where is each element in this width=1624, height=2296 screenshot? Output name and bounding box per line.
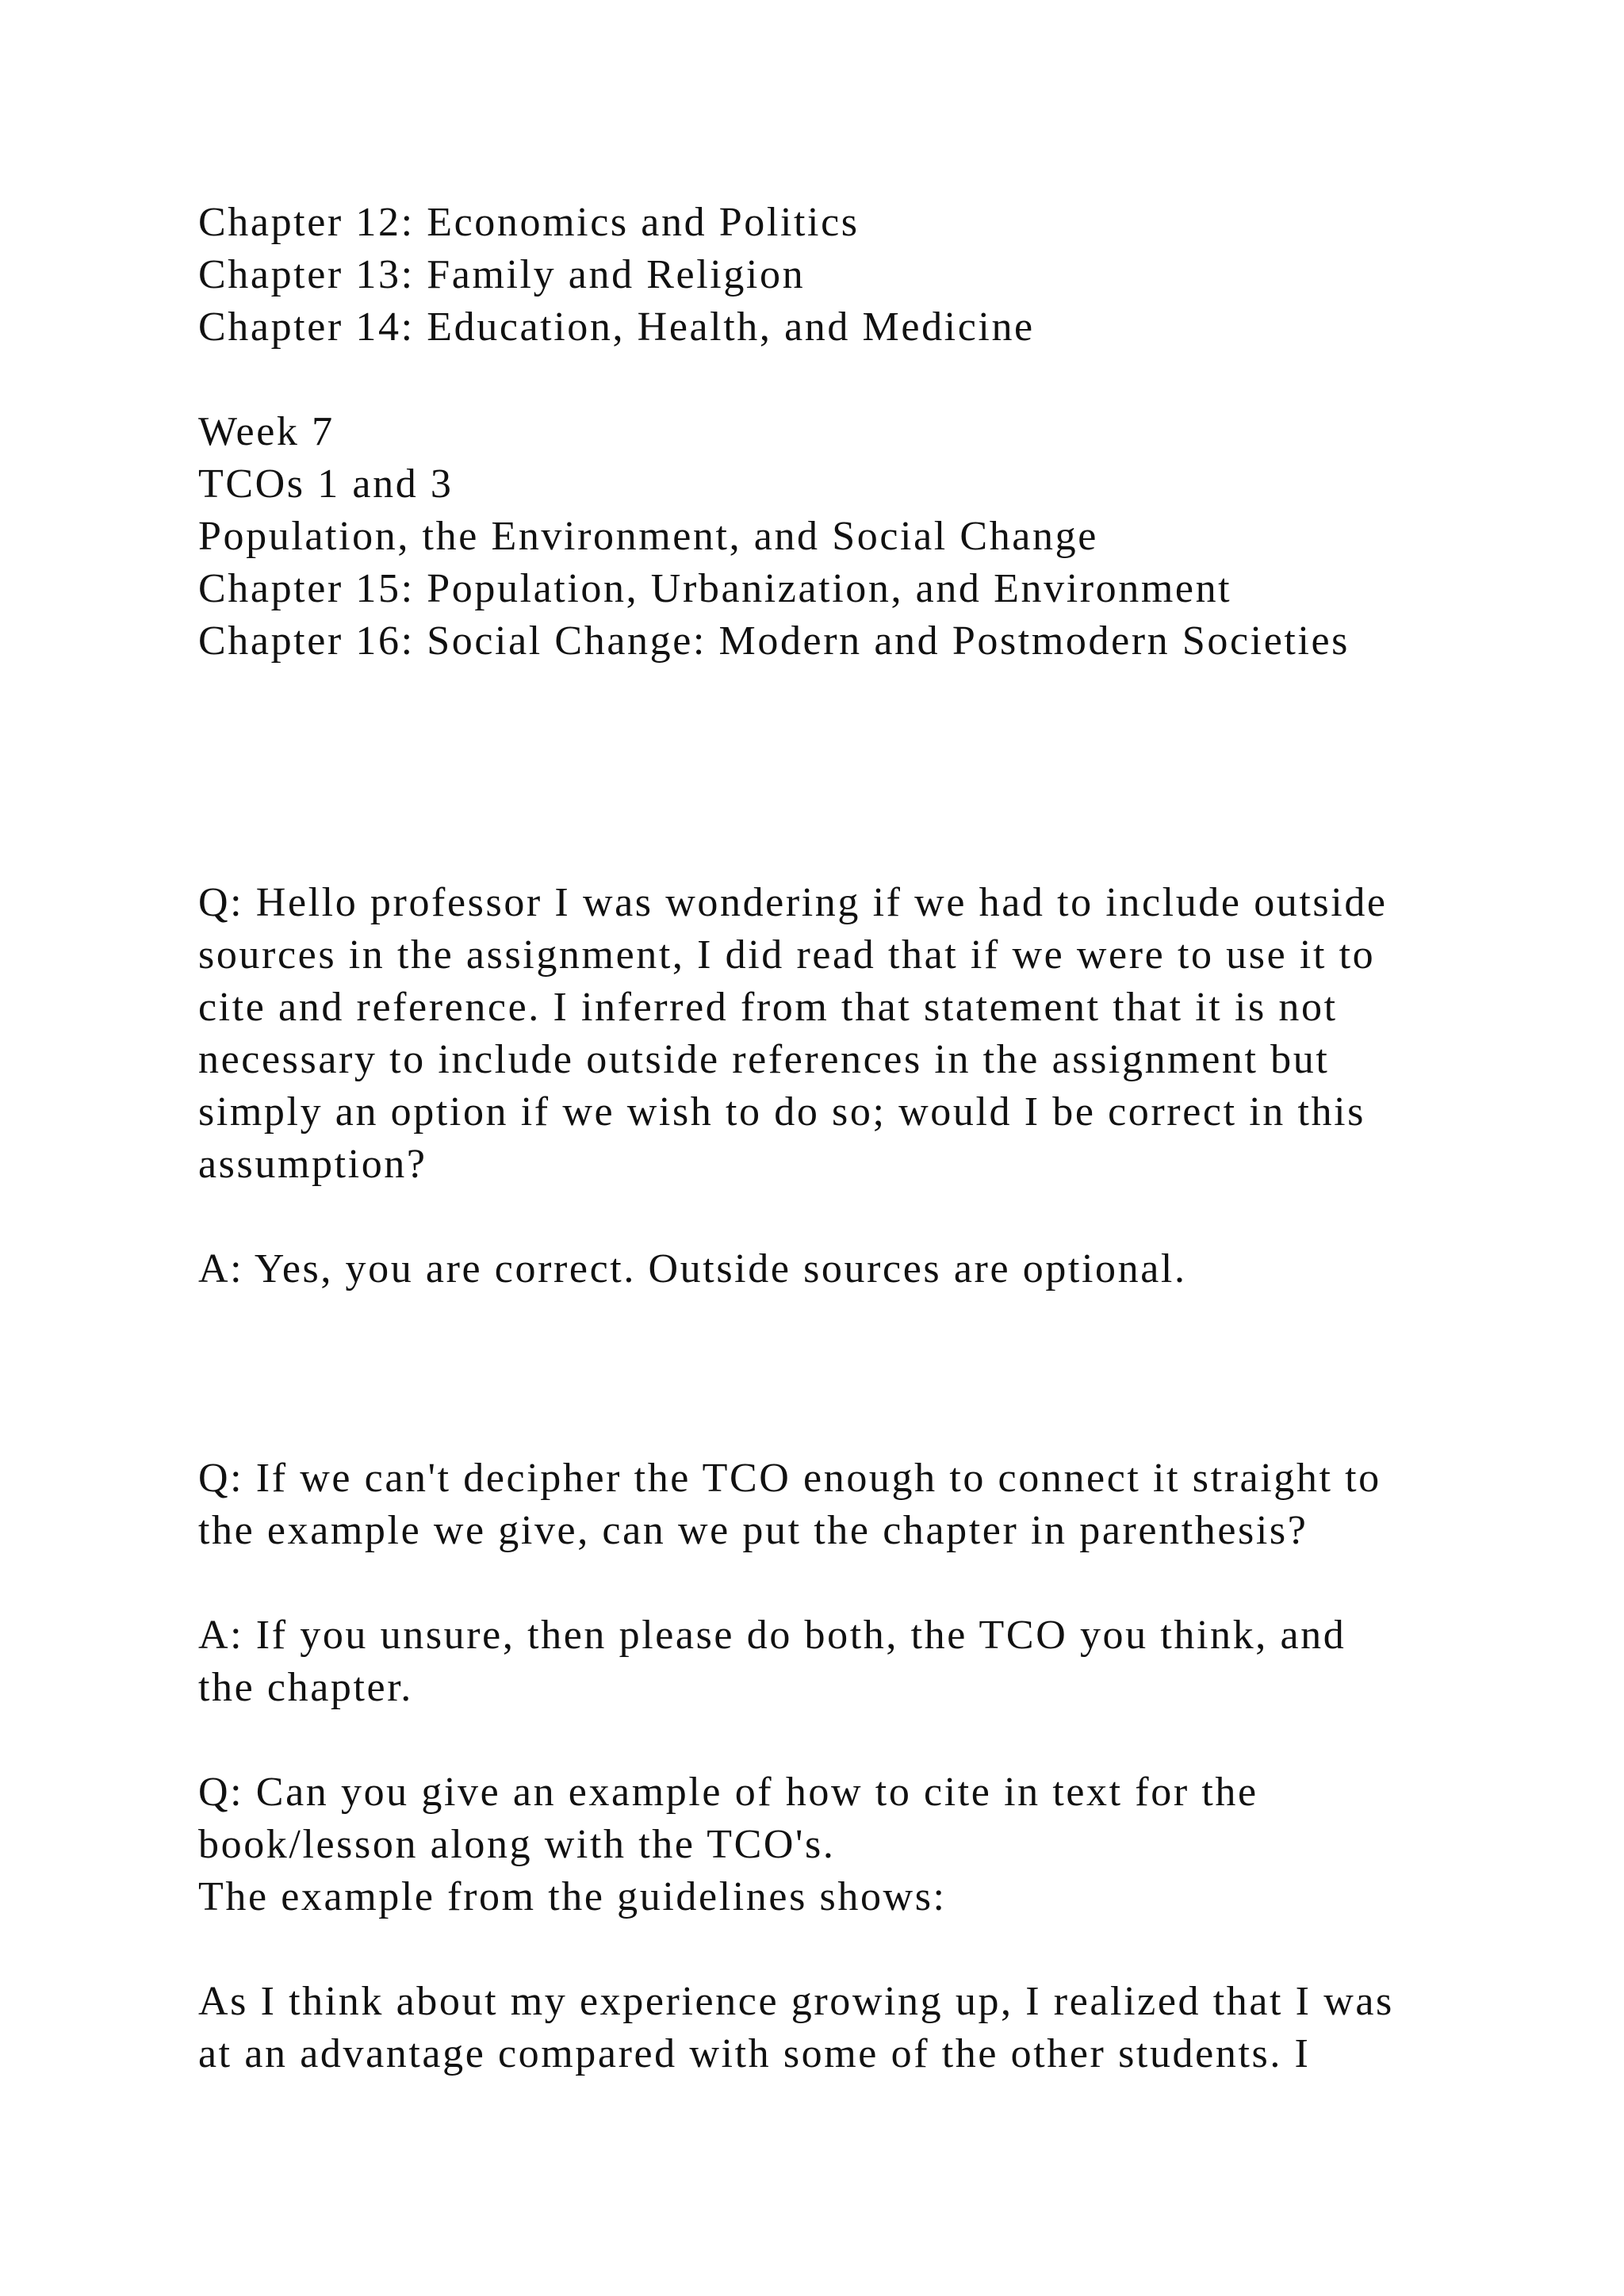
- question-3-line: book/lesson along with the TCO's.: [198, 1822, 836, 1867]
- answer-2-line: the chapter.: [198, 1665, 413, 1710]
- week-7-tcos: TCOs 1 and 3: [198, 461, 454, 507]
- chapter-13-line: Chapter 13: Family and Religion: [198, 252, 806, 297]
- chapter-14-line: Chapter 14: Education, Health, and Medicine: [198, 304, 1035, 350]
- question-1-line: cite and reference. I inferred from that statement that it is not: [198, 985, 1338, 1030]
- example-text-line: at an advantage compared with some of the other students. I: [198, 2031, 1311, 2076]
- question-1-line: assumption?: [198, 1142, 427, 1187]
- question-1-line: necessary to include outside references in the assignment but: [198, 1037, 1330, 1082]
- chapter-16-line: Chapter 16: Social Change: Modern and Postmodern Societies: [198, 618, 1350, 664]
- document-body: [198, 197, 1546, 2080]
- question-1-line: simply an option if we wish to do so; would I be correct in this: [198, 1089, 1366, 1135]
- question-3-line: Q: Can you give an example of how to cite in text for the: [198, 1770, 1258, 1815]
- chapter-12-line: Chapter 12: Economics and Politics: [198, 200, 860, 245]
- question-2-line: Q: If we can't decipher the TCO enough to connect it straight to: [198, 1456, 1381, 1501]
- answer-1-line: A: Yes, you are correct. Outside sources are optional.: [198, 1246, 1187, 1292]
- question-3-line: The example from the guidelines shows:: [198, 1874, 947, 1919]
- question-1-line: sources in the assignment, I did read that if we were to use it to: [198, 932, 1376, 978]
- example-text-line: As I think about my experience growing up, I realized that I was: [198, 1979, 1394, 2024]
- week-7-heading: Week 7: [198, 409, 335, 454]
- question-2-line: the example we give, can we put the chapter in parenthesis?: [198, 1508, 1308, 1553]
- answer-2-line: A: If you unsure, then please do both, the TCO you think, and: [198, 1613, 1346, 1658]
- chapter-15-line: Chapter 15: Population, Urbanization, and Environment: [198, 566, 1232, 611]
- question-1-line: Q: Hello professor I was wondering if we had to include outside: [198, 880, 1388, 925]
- week-7-topic: Population, the Environment, and Social Change: [198, 514, 1098, 559]
